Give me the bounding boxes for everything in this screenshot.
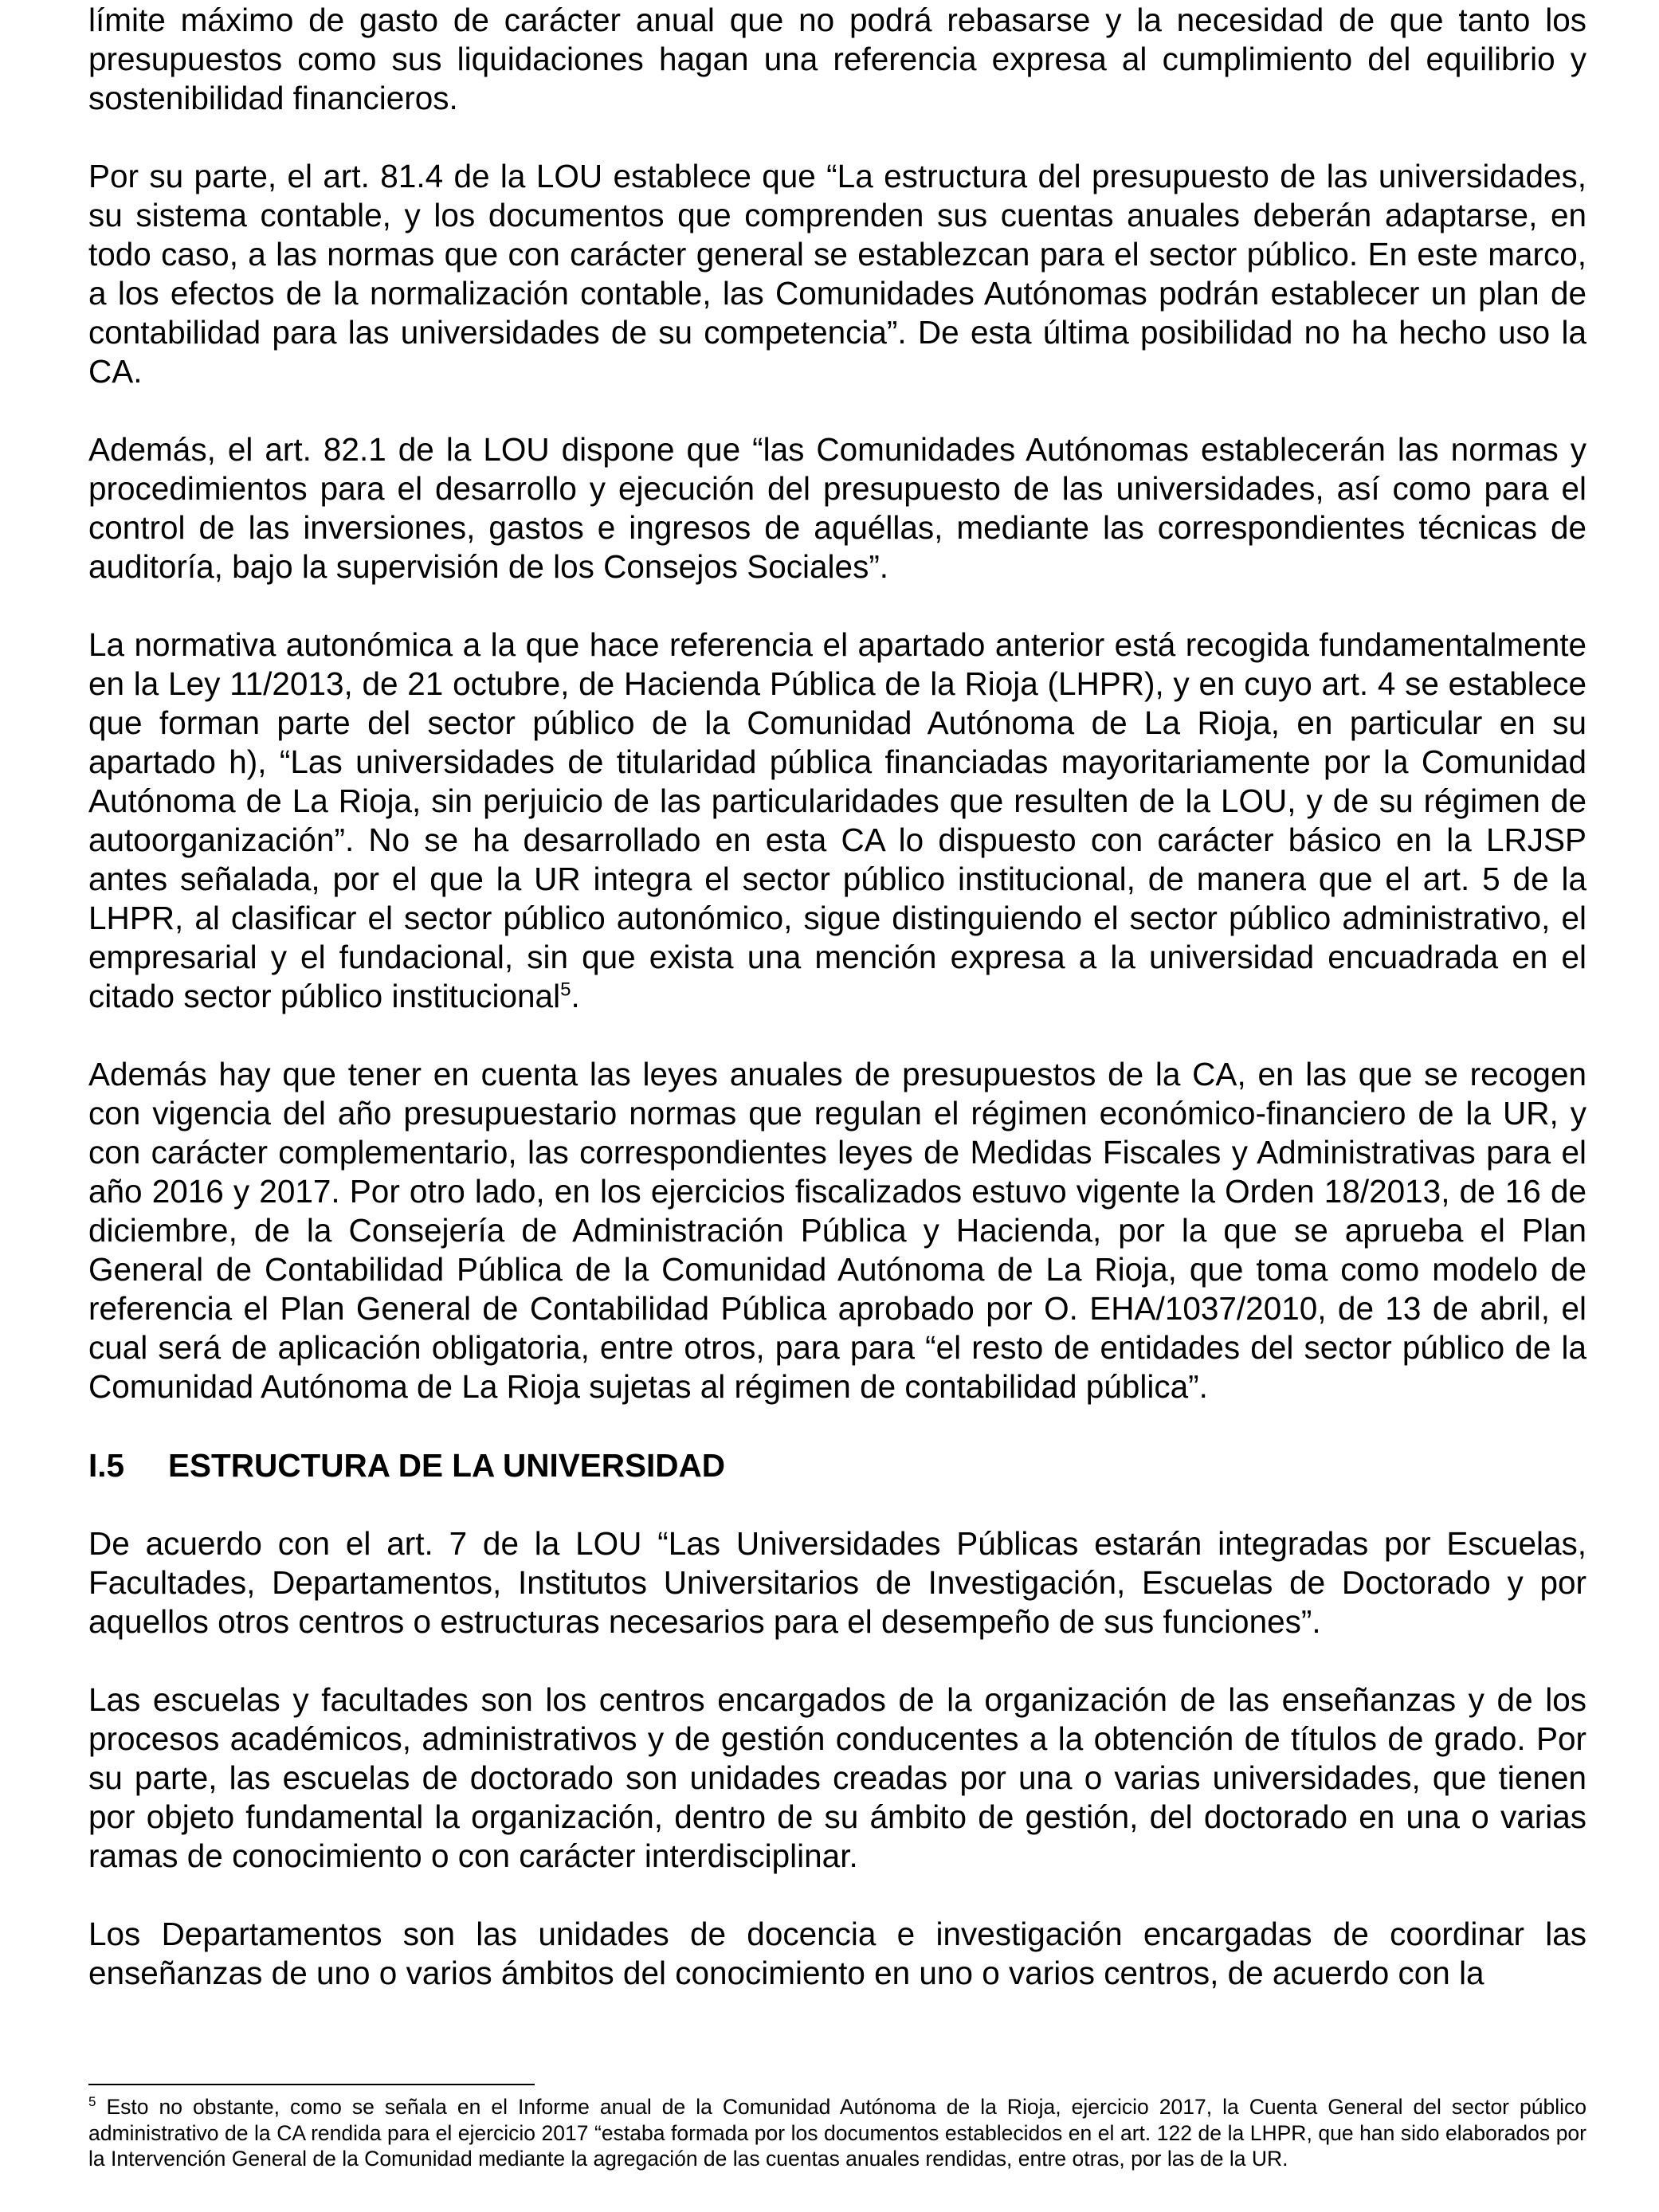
paragraph-annual-budget-laws: Además hay que tener en cuenta las leyes anuales de presupuestos de la CA, en las que se recogen con vigencia del año presupuestario normas que regulan el régimen económico-financiero de la UR, y con carácter complementario, las correspondientes leyes de Medidas Fiscales y Administrativas para el año 2016 y 2017. Por otro lado, en los ejercicios fiscalizados estuvo vigente la Orden 18/2013, de 16 de diciembre, de la Consejería de Administración Pública y Hacienda, por la que se aprueba el Plan General de Contabilidad Pública de la Comunidad Autónoma de La Rioja, que toma como modelo de referencia el Plan General de Contabilidad Pública aprobado por O. EHA/1037/2010, de 13 de abril, el cual será de aplicación obligatoria, entre otros, para para “el resto de entidades del sector público de la Comunidad Autónoma de La Rioja sujetas al régimen de contabilidad pública”. <box>88 1056 1586 1405</box>
paragraph-art-81-4: Por su parte, el art. 81.4 de la LOU establece que “La estructura del presupuesto de las universidades, su sistema contable, y los documentos que comprenden sus cuentas anuales deberán adaptarse, en todo caso, a las normas que con carácter general se establezcan para el sector público. En este marco, a los efectos de la normalización contable, las Comunidades Autónomas podrán establecer un plan de contabilidad para las universidades de su competencia”. De esta última posibilidad no ha hecho uso la CA. <box>88 158 1586 390</box>
footnote-marker: 5 <box>88 2094 96 2110</box>
paragraph-regional-regulation-end: . <box>571 978 580 1014</box>
paragraph-art-7: De acuerdo con el art. 7 de la LOU “Las Universidades Públicas estarán integradas por Escuelas, Facultades, Departamentos, Institutos Universitarios de Investigación, Escuelas de Doctorado y por aquellos otros centros o estructuras necesarios para el desempeño de sus funciones”. <box>88 1525 1586 1640</box>
paragraph-regional-regulation <box>88 626 1586 1016</box>
paragraph-schools-faculties: Las escuelas y facultades son los centros encargados de la organización de las enseñanzas y de los procesos académicos, administrativos y de gestión conducentes a la obtención de títulos de grado. Por su parte, las escuelas de doctorado son unidades creadas por una o varias universidades, que tienen por objeto fundamental la organización, dentro de su ámbito de gestión, del doctorado en una o varias ramas de conocimiento o con carácter interdisciplinar. <box>88 1681 1586 1874</box>
paragraph-regional-regulation-text: La normativa autonómica a la que hace referencia el apartado anterior está recogida fundamentalmente en la Ley 11/2013, de 21 octubre, de Hacienda Pública de la Rioja (LHPR), y en cuyo art. 4 se establece que forman parte del sector público de la Comunidad Autónoma de La Rioja, en particular en su apartado h), “Las universidades de titularidad pública financiadas mayoritariamente por la Comunidad Autónoma de La Rioja, sin perjuicio de las particularidades que resulten de la LOU, y de su régimen de autoorganización”. No se ha desarrollado en esta CA lo dispuesto con carácter básico en la LRJSP antes señalada, por el que la UR integra el sector público institucional, de manera que el art. 5 de la LHPR, al clasificar el sector público autonómico, sigue distinguiendo el sector público administrativo, el empresarial y el fundacional, sin que exista una mención expresa a la universidad encuadrada en el citado sector público institucional <box>88 626 1586 1014</box>
footnote <box>88 2094 1586 2172</box>
section-title: ESTRUCTURA DE LA UNIVERSIDAD <box>168 1447 726 1484</box>
section-heading <box>88 1446 1586 1485</box>
paragraph-departments: Los Departamentos son las unidades de docencia e investigación encargadas de coordinar las enseñanzas de uno o varios ámbitos del conocimiento en uno o varios centros, de acuerdo con la <box>88 1916 1586 1991</box>
section-number: I.5 <box>88 1447 125 1484</box>
paragraph-art-82-1: Además, el art. 82.1 de la LOU dispone que “las Comunidades Autónomas establecerán las normas y procedimientos para el desarrollo y ejecución del presupuesto de las universidades, así como para el control de las inversiones, gastos e ingresos de aquéllas, mediante las correspondientes técnicas de auditoría, bajo la supervisión de los Consejos Sociales”. <box>88 431 1586 585</box>
footnote-reference[interactable]: 5 <box>560 979 571 1001</box>
document-page <box>88 0 1586 2032</box>
paragraph-budget-limit: límite máximo de gasto de carácter anual que no podrá rebasarse y la necesidad de que tanto los presupuestos como sus liquidaciones hagan una referencia expresa al cumplimiento del equilibrio y sostenibilidad financieros. <box>88 2 1586 116</box>
footnote-separator <box>88 2084 535 2085</box>
footnote-text: Esto no obstante, como se señala en el Informe anual de la Comunidad Autónoma de la Rioja, ejercicio 2017, la Cuenta General del sector público administrativo de la CA rendida para el ejercicio 2017 “estaba formada por los documentos establecidos en el art. 122 de la LHPR, que han sido elaborados por la Intervención General de la Comunidad mediante la agregación de las cuentas anuales rendidas, entre otras, por las de la UR. <box>88 2095 1586 2171</box>
